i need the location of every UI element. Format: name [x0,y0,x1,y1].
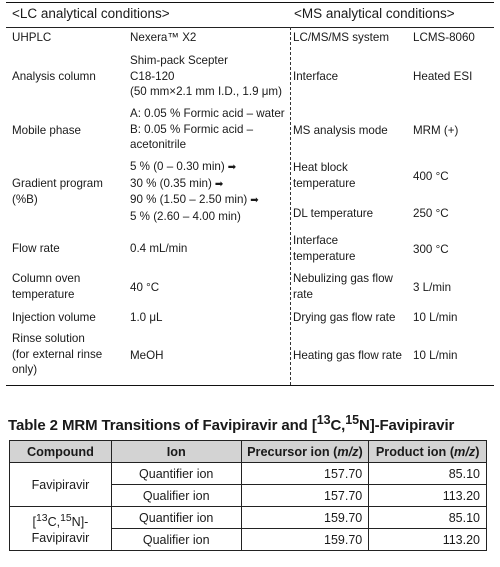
precursor-cell: 157.70 [241,463,369,485]
analytical-conditions-table [6,2,494,386]
arrow-right-icon: ➡ [227,162,237,173]
conditions-header-row [6,3,494,28]
ms-value: 300 °C [413,243,449,256]
precursor-cell: 157.70 [241,485,369,507]
ms-label: Nebulizing gas flow rate [293,272,393,301]
lc-value: 1.0 μL [130,311,163,324]
lc-value: Shim-pack Scepter C18-120 (50 mm×2.1 mm I.D., 1.9 μm) [130,54,282,98]
lc-value: 40 °C [130,281,160,294]
mrm-transitions-table [9,440,487,551]
lc-label: Injection volume [12,311,96,324]
lc-label: Column oven temperature [12,272,81,301]
dashed-column-divider [290,27,291,385]
lc-value: Nexera™ X2 [130,31,197,44]
ms-conditions-heading: <MS analytical conditions> [294,6,455,21]
col-header-precursor: Precursor ion (m/z) [241,441,369,463]
lc-label: UHPLC [12,31,52,44]
col-header-product: Product ion (m/z) [369,441,487,463]
product-cell: 113.20 [369,485,487,507]
col-header-compound: Compound [10,441,112,463]
ms-value: LCMS-8060 [413,31,475,44]
ms-label: LC/MS/MS system [293,31,389,44]
lc-label: Rinse solution (for external rinse only) [12,332,103,376]
ms-label: Heating gas flow rate [293,349,402,362]
ion-cell: Quantifier ion [111,507,241,529]
precursor-cell: 159.70 [241,507,369,529]
product-cell: 85.10 [369,507,487,529]
ms-value: Heated ESI [413,70,473,83]
lc-label: Analysis column [12,70,96,83]
ms-value: 10 L/min [413,311,458,324]
ms-value: MRM (+) [413,124,459,137]
arrow-right-icon: ➡ [214,178,224,190]
ms-label: DL temperature [293,207,374,220]
ion-cell: Quantifier ion [111,463,241,485]
product-cell: 85.10 [369,463,487,485]
ion-cell: Qualifier ion [111,485,241,507]
ms-label: Interface [293,70,339,83]
lc-value: A: 0.05 % Formic acid – water B: 0.05 % Formic acid – acetonitrile [130,107,285,151]
ms-label: MS analysis mode [293,124,388,137]
ms-label: Interface temperature [293,234,356,263]
lc-value: 5 % (0 – 0.30 min) ➡ 30 % (0.35 min) ➡ 90 % (1.50 – 2.50 min) ➡ 5 % (2.60 – 4.00 min) [130,160,259,223]
col-header-ion: Ion [111,441,241,463]
ms-value: 10 L/min [413,349,458,362]
product-cell: 113.20 [369,529,487,551]
ion-cell: Qualifier ion [111,529,241,551]
compound-cell-labelled: [$^{13}$C,$^{15}$N]- Favipiravir [10,507,112,551]
compound-cell: Favipiravir [10,463,112,507]
table-row [10,463,487,485]
precursor-cell: 159.70 [241,529,369,551]
lc-value: 0.4 mL/min [130,242,188,255]
ms-value: 250 °C [413,207,449,220]
table2-title: Table 2 MRM Transitions of Favipiravir and [$^{13}$C,$^{15}$N]-Favipiravir [8,413,455,434]
lc-label: Gradient program (%B) [12,177,103,206]
ms-label: Drying gas flow rate [293,311,396,324]
table-row [10,507,487,529]
lc-label: Mobile phase [12,124,81,137]
lc-label: Flow rate [12,242,60,255]
ms-label: Heat block temperature [293,161,356,190]
ms-value: 3 L/min [413,281,452,294]
lc-conditions-heading: <LC analytical conditions> [12,6,170,21]
lc-value: MeOH [130,349,164,362]
ms-value: 400 °C [413,170,449,183]
table-header-row [10,441,487,463]
arrow-right-icon: ➡ [250,195,259,206]
